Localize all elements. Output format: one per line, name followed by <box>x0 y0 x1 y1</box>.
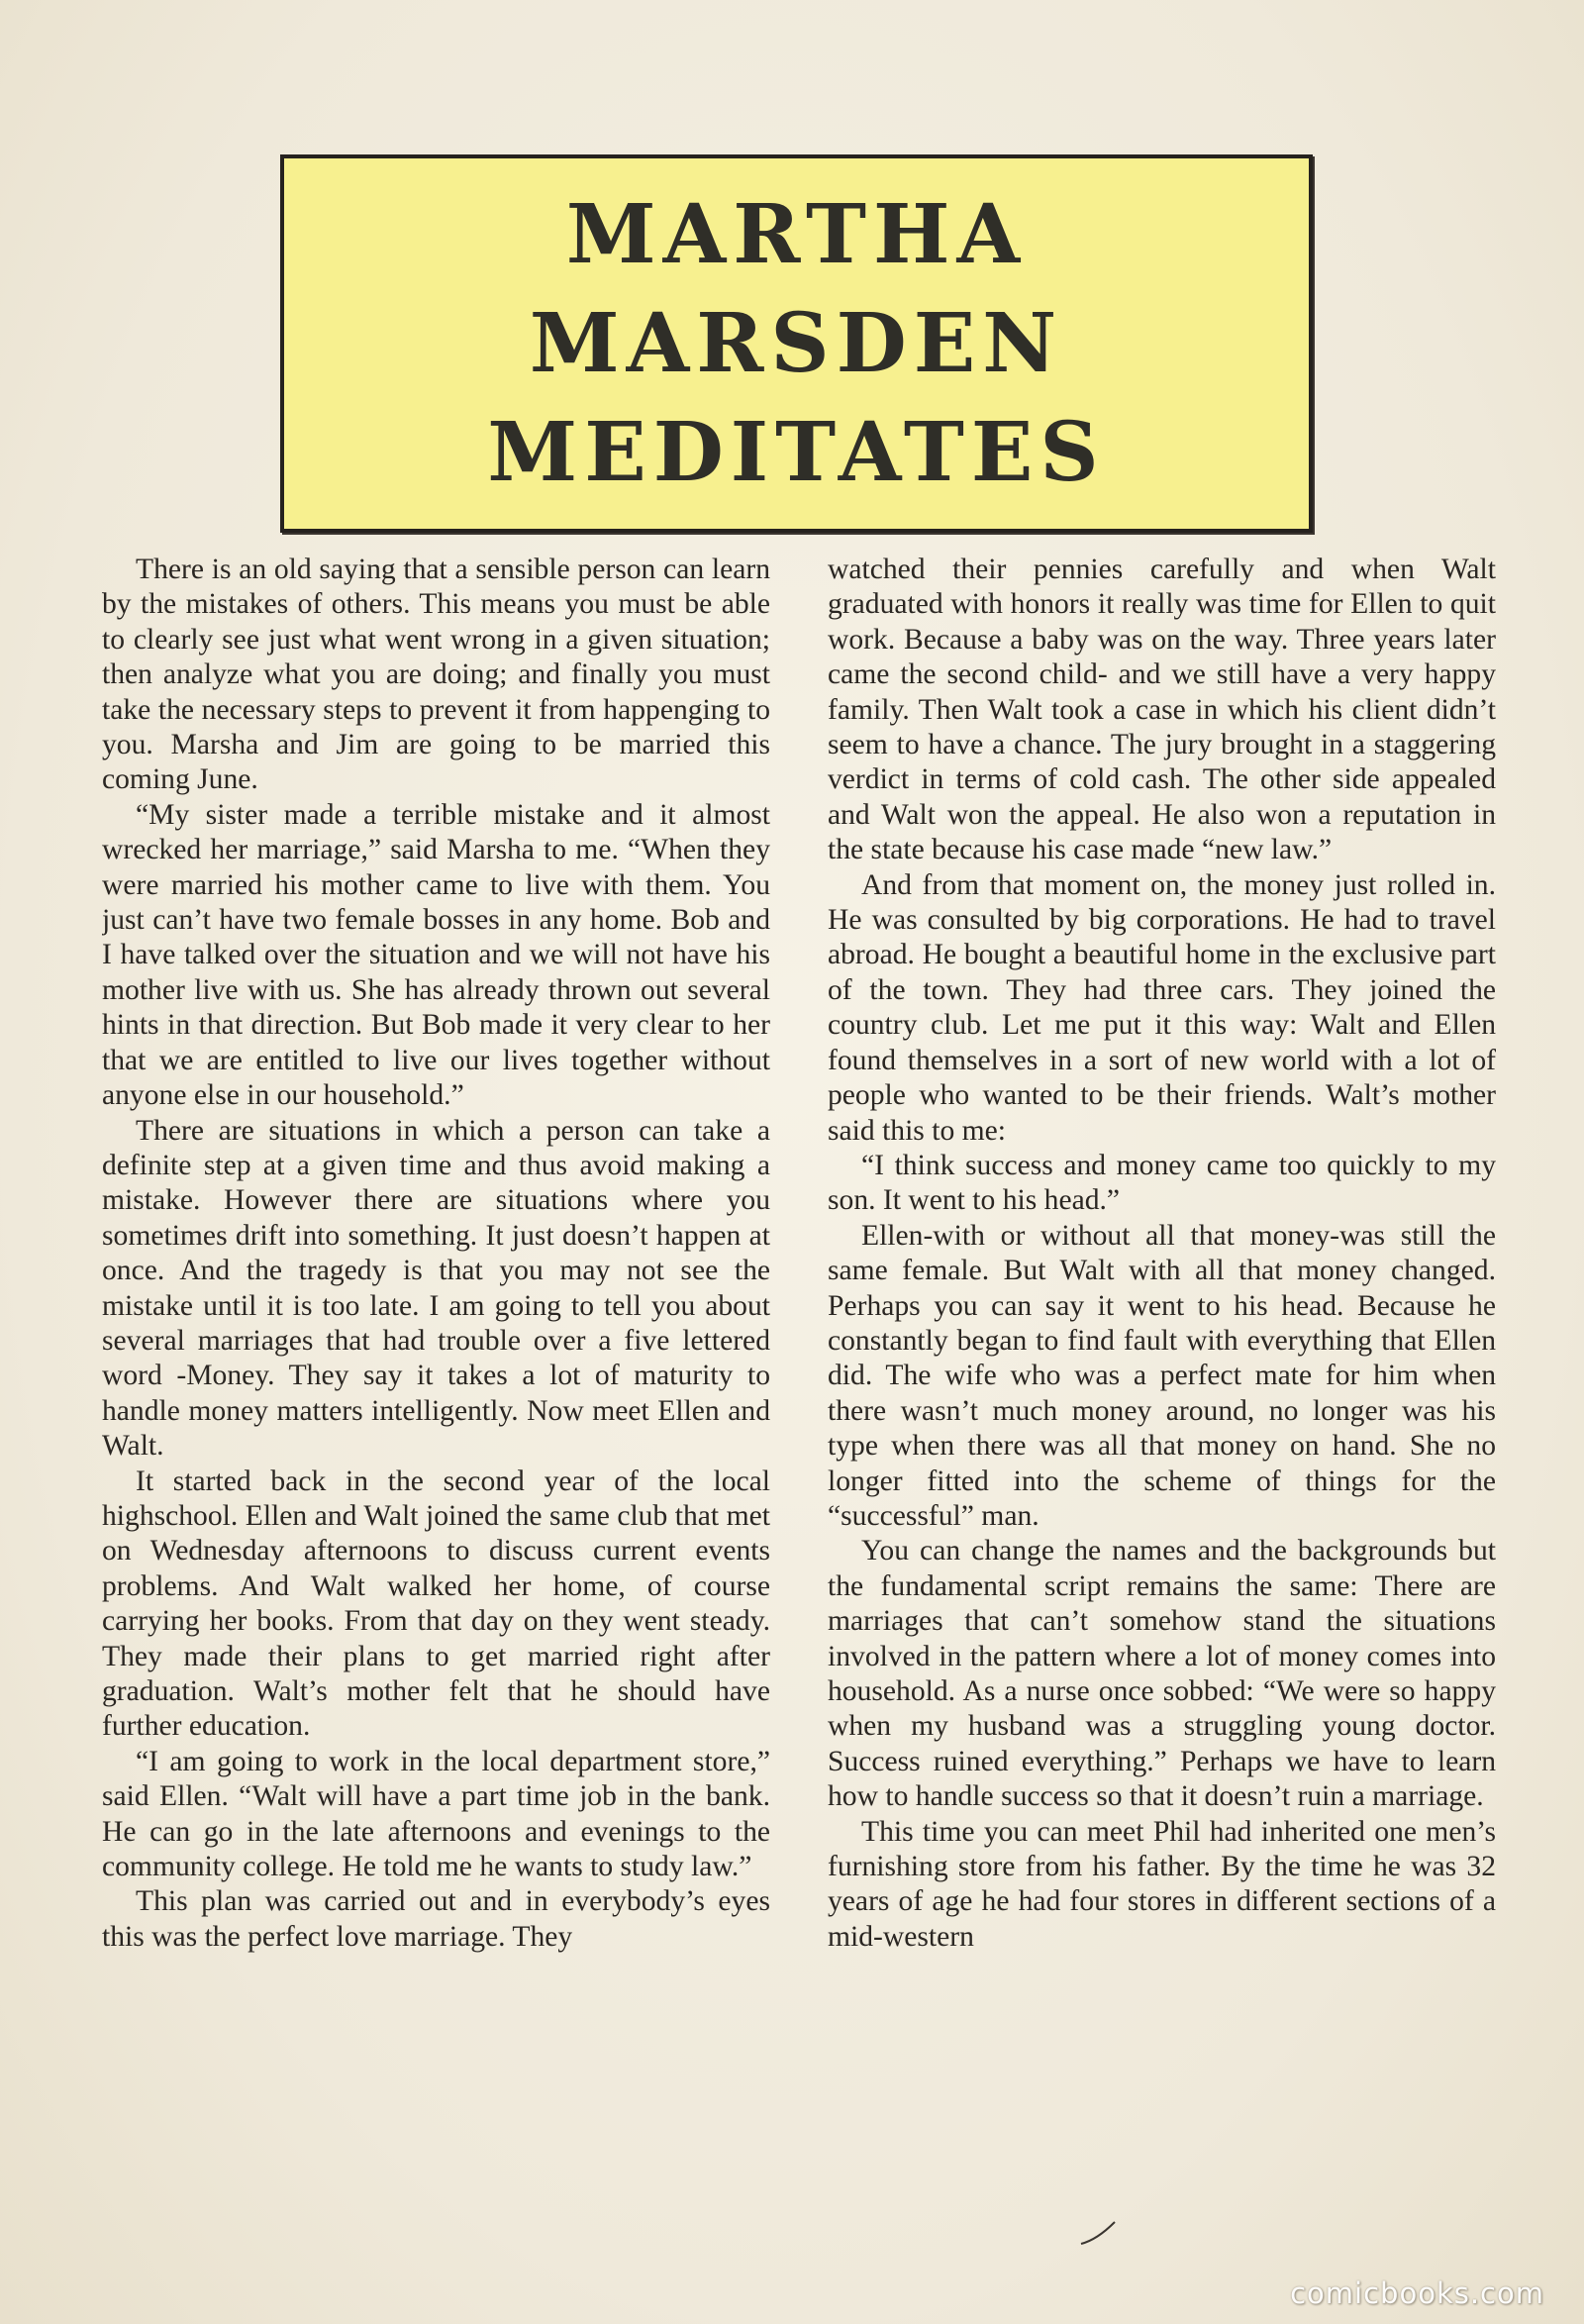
paragraph: Ellen-with or without all that money-was still the same female. But Walt with all that money changed. Perhaps you can say it went to his head. Because he constantly began to find fault with everything that Ellen did. The wife who was a perfect mate for him when there wasn’t much money around, no longer was his type when there was all that money on hand. She no longer fitted into the scheme of things for the “successful” man. <box>828 1219 1496 1532</box>
paragraph-continuation: watched their pennies carefully and when Walt graduated with honors it really was time for Ellen to quit work. Because a baby was on the way. Three years later came the second child- and we still have a very happy family. Then Walt took a case in which his client didn’t seem to have a chance. The jury brought in a staggering verdict in terms of cold cash. The other side appealed and Walt won the appeal. He also won a reputation in the state because his case made “new law.” <box>828 554 1496 866</box>
title-banner <box>280 154 1313 533</box>
title-line-2: MARSDEN <box>529 296 1064 391</box>
paragraph: “I am going to work in the local department store,” said Ellen. “Walt will have a part time job in the bank. He can go in the late afternoons and evenings to the community college. He told me he wants to study law.” <box>102 1745 770 1883</box>
paragraph: You can change the names and the backgrounds but the fundamental script remains the same: There are marriages that can’t somehow stand the situations involved in the pattern where a lot of money comes into household. As a nurse once sobbed: “We were so happy when my husband was a struggling young doctor. Success ruined everything.” Perhaps we have to learn how to handle success so that it doesn’t ruin a marriage. <box>828 1535 1496 1813</box>
paragraph: It started back in the second year of the local highschool. Ellen and Walt joined the same club that met on Wednesday afternoons to discuss current events problems. And Walt walked her home, of course carrying her books. From that day on they went steady. They made their plans to get married right after graduation. Walt’s mother felt that he should have further education. <box>102 1465 770 1743</box>
watermark: comicbooks.com <box>1290 2276 1544 2310</box>
article-column-right <box>828 553 1496 2176</box>
paragraph: This plan was carried out and in everybody’s eyes this was the perfect love marriage. They <box>102 1885 770 1953</box>
paragraph: “My sister made a terrible mistake and it almost wrecked her marriage,” said Marsha to me. “When they were married his mother came to live with them. You just can’t have two female bosses in any home. Bob and I have talked over the situation and we will not have his mother live with us. She has already thrown out several hints in that direction. But Bob made it very clear to her that we are entitled to live our lives together without anyone else in our household.” <box>102 798 770 1112</box>
title-line-3: MEDITATES <box>487 405 1106 500</box>
article-column-left <box>102 553 770 2176</box>
paragraph: “I think success and money came too quickly to my son. It went to his head.” <box>828 1149 1496 1217</box>
paragraph: There is an old saying that a sensible person can learn by the mistakes of others. This means you must be able to clearly see just what went wrong in a given situation; then analyze what you are doing; and finally you must take the necessary steps to prevent it from happenging to you. Marsha and Jim are going to be married this coming June. <box>102 554 770 796</box>
paragraph: This time you can meet Phil had inherited one men’s furnishing store from his father. By the time he was 32 years of age he had four stores in different sections of a mid-western <box>828 1815 1496 1953</box>
paragraph: And from that moment on, the money just rolled in. He was consulted by big corporations. He had to travel abroad. He bought a beautiful home in the exclusive part of the town. They had three cars. They joined the country club. Let me put it this way: Walt and Ellen found themselves in a sort of new world with a lot of people who wanted to be their friends. Walt’s mother said this to me: <box>828 868 1496 1147</box>
paragraph: There are situations in which a person can take a definite step at a given time and thus avoid making a mistake. However there are situations where you sometimes drift into something. It just doesn’t happen at once. And the tragedy is that you may not see the mistake until it is too late. I am going to tell you about several marriages that had trouble over a five lettered word -Money. They say it takes a lot of maturity to handle money matters intelligently. Now meet Ellen and Walt. <box>102 1114 770 1463</box>
title-line-1: MARTHA <box>565 187 1028 282</box>
stray-pen-mark <box>1079 2218 1119 2248</box>
